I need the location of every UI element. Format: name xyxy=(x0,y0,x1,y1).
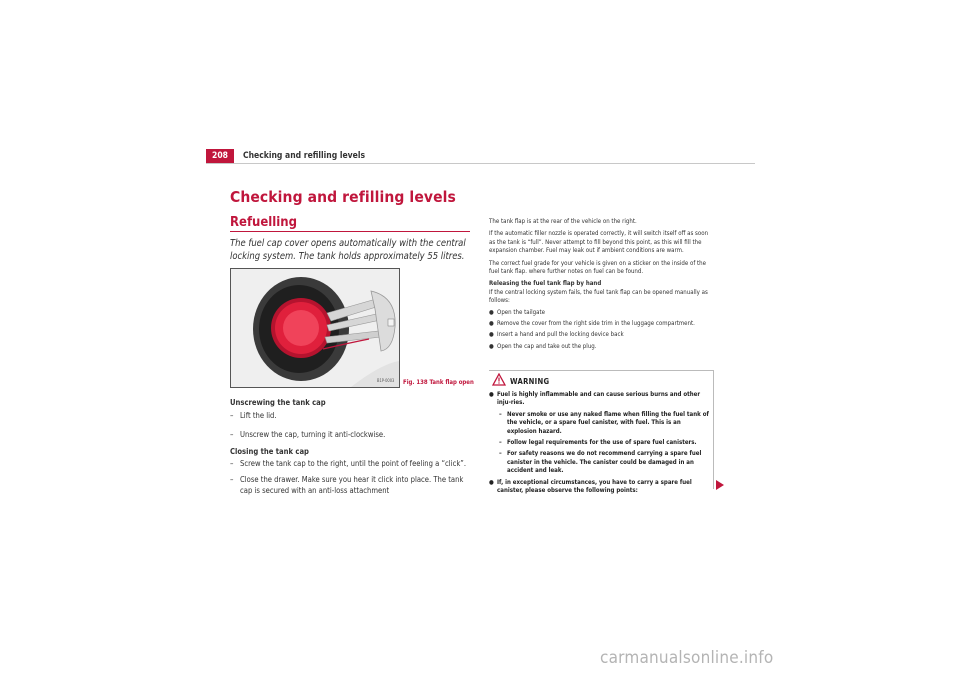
warning-sub-item: – For safety reasons we do not recommend carrying a spare fuel canister in the vehicle. The canister could be damaged in an accident and leak. xyxy=(499,450,702,475)
header-rule xyxy=(206,163,755,164)
tank-flap-illustration xyxy=(231,269,399,387)
warning-bullet: ● If, in exceptional circumstances, you have to carry a spare fuel canister, please observe the following points: xyxy=(489,478,692,495)
paragraph: If the automatic filler nozzle is operated correctly, it will switch itself off as soon as the tank is “full”. Never attempt to fill beyond this point, as this will fill the expansion chamber. Fuel may leak out if ambient conditions are warm. xyxy=(489,230,709,255)
figure-code: B1P-0003 xyxy=(377,378,395,383)
list-item: – Screw the tank cap to the right, until the point of feeling a “click”. xyxy=(230,458,466,468)
chapter-title: Checking and refilling levels xyxy=(230,188,456,206)
page-number: 208 xyxy=(206,149,234,163)
warning-content xyxy=(489,391,711,495)
figure-caption: Fig. 138 Tank flap open xyxy=(403,379,474,386)
paragraph: The correct fuel grade for your vehicle is given on a sticker on the inside of the fuel tank flap. where further notes on fuel can be found. xyxy=(489,259,706,276)
warning-bullet: ● Fuel is highly inflammable and can cause serious burns and other inju-ries. xyxy=(489,391,701,407)
list-item: ● Open the tailgate xyxy=(489,308,546,316)
paragraph: The tank flap is at the rear of the vehicle on the right. xyxy=(489,218,637,225)
list-item: – Close the drawer. Make sure you hear it click into place. The tank cap is secured with an anti-loss attachment xyxy=(230,475,464,495)
closing-heading: Closing the tank cap xyxy=(230,447,309,456)
list-item: ● Open the cap and take out the plug. xyxy=(489,342,597,350)
list-item: ● Remove the cover from the right side trim in the luggage compartment. xyxy=(489,320,695,328)
running-title: Checking and refilling levels xyxy=(243,151,366,161)
list-item: ● Insert a hand and pull the locking device back xyxy=(489,331,624,339)
watermark: carmanualsonline.info xyxy=(600,648,774,668)
paragraph: If the central locking system fails, the fuel tank flap can be opened manually as follows: xyxy=(489,288,708,305)
warning-title: WARNING xyxy=(510,377,550,386)
section-rule xyxy=(230,231,470,232)
closing-section xyxy=(230,447,470,496)
warning-sub-item: – Never smoke or use any naked flame when filling the fuel tank of the vehicle, or a spare fuel canister, with fuel. This is an explosion hazard. xyxy=(499,410,709,435)
right-column-text xyxy=(489,218,713,351)
release-heading: Releasing the fuel tank flap by hand xyxy=(489,280,602,288)
list-item: – Lift the lid. xyxy=(230,410,277,420)
unscrewing-heading: Unscrewing the tank cap xyxy=(230,398,326,407)
warning-triangle-icon xyxy=(492,373,506,386)
continue-arrow-icon xyxy=(716,480,724,490)
unscrewing-section xyxy=(230,398,470,441)
section-title: Refuelling xyxy=(230,215,298,230)
warning-sub-item: – Follow legal requirements for the use of spare fuel canisters. xyxy=(499,439,697,447)
tank-flap-figure xyxy=(230,268,400,388)
intro-text: The fuel cap cover opens automatically with the central locking system. The tank holds approximately 55 litres. xyxy=(230,238,466,262)
list-item: – Unscrew the cap, turning it anti-clockwise. xyxy=(230,430,386,439)
